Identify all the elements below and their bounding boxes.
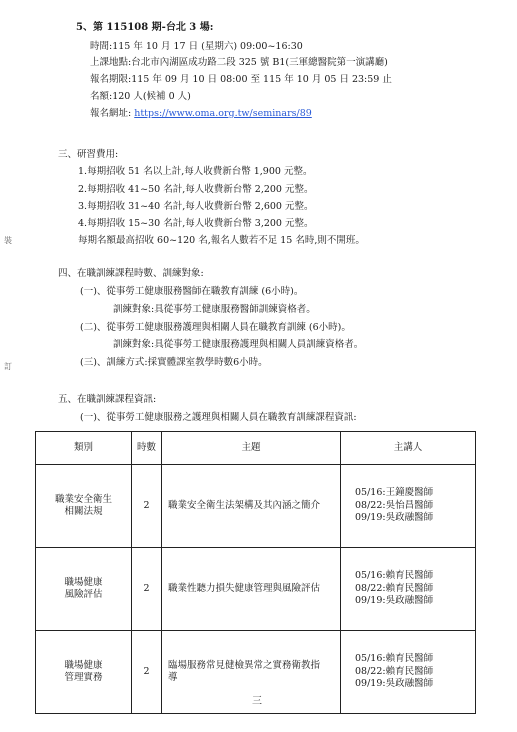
course-table [35,431,476,714]
section4-item-3: (三)、訓練方式:採實體課室教學時數6小時。 [80,357,268,368]
category-cell [36,548,132,631]
fee-item-1: 1.每期招收 51 名以上計,每人收費新台幣 1,900 元整。 [78,166,313,177]
section5-heading: 五、在職訓練課程資訊: [58,394,157,405]
hours-cell: 2 [132,548,162,631]
instructor-line: 05/16:賴育民醫師 [355,569,434,581]
hours-cell: 2 [132,631,162,714]
session-registration: 報名期限:115 年 09 月 10 日 08:00 至 115 年 10 月 05 日 23:59 止 [90,74,392,85]
page-number: 三 [252,696,262,707]
topic-cell [162,631,341,714]
table-header-row [36,432,476,465]
instructor-line: 09/19:吳政融醫師 [355,595,434,607]
category-line: 相關法規 [64,506,103,517]
header-topic: 主題 [162,432,341,465]
section4-item-1: (一)、從事勞工健康服務醫師在職教育訓練 (6小時)。 [80,286,304,297]
header-instructor: 主講人 [341,432,476,465]
header-hours: 時數 [132,432,162,465]
fee-item-2: 2.每期招收 41~50 名計,每人收費新台幣 2,200 元整。 [78,184,314,195]
instructor-cell [341,465,476,548]
session-quota: 名額:120 人(候補 0 人) [90,91,191,102]
registration-link[interactable]: https://www.oma.org.tw/seminars/89 [134,108,312,119]
instructor-line: 09/19:吳政融醫師 [355,512,434,524]
category-cell [36,465,132,548]
session-heading: 5、第 115108 期-台北 3 場: [76,22,214,33]
instructor-line: 08/22:吳怡昌醫師 [355,499,434,511]
section5-subheading: (一)、從事勞工健康服務之護理與相關人員在職教育訓練課程資訊: [80,412,357,423]
hours-cell: 2 [132,465,162,548]
header-category: 類別 [36,432,132,465]
category-cell [36,631,132,714]
session-time: 時間:115 年 10 月 17 日 (星期六) 09:00~16:30 [90,41,303,52]
fees-heading: 三、研習費用: [58,149,119,160]
instructor-line: 05/16:王鐘慶醫師 [355,486,434,498]
topic-cell: 職業安全衛生法架構及其內涵之簡介 [162,465,341,548]
instructor-cell [341,548,476,631]
category-line: 風險評估 [64,589,103,600]
topic-line: 導 [168,672,178,683]
instructor-line: 05/16:賴育民醫師 [355,652,434,664]
section4-item-2-target: 訓練對象:具從事勞工健康服務護理與相關人員訓練資格者。 [113,339,364,350]
instructor-cell [341,631,476,714]
category-line: 職場健康 [64,660,103,672]
table-row [36,548,476,631]
category-line: 管理實務 [64,672,103,683]
topic-line: 臨場服務常見健檢異常之實務衛教指 [168,660,321,672]
instructor-line: 08/22:賴育民醫師 [355,582,434,594]
fee-item-4: 4.每期招收 15~30 名計,每人收費新台幣 3,200 元整。 [78,218,314,229]
section4-item-2: (二)、從事勞工健康服務護理與相關人員在職教育訓練 (6小時)。 [80,322,351,333]
category-line: 職場健康 [64,577,103,589]
table-row [36,465,476,548]
fee-item-3: 3.每期招收 31~40 名計,每人收費新台幣 2,600 元整。 [78,201,314,212]
instructor-line: 08/22:賴育民醫師 [355,665,434,677]
session-url-row [90,108,312,120]
category-line: 職業安全衛生 [54,494,112,506]
section4-item-1-target: 訓練對象:具從事勞工健康服務醫師訓練資格者。 [113,304,316,315]
session-url-label: 報名網址: [90,108,132,119]
topic-cell: 職業性聽力損失健康管理與風險評估 [162,548,341,631]
instructor-line: 09/19:吳政融醫師 [355,678,434,690]
binding-mark-1: 裝 [4,236,12,245]
session-location: 上課地點:台北市內湖區成功路二段 325 號 B1(三軍總醫院第一演講廳) [90,57,388,68]
fee-note: 每期名額最高招收 60~120 名,報名人數若不足 15 名時,則不開班。 [78,235,365,246]
binding-mark-2: 訂 [4,362,12,371]
section4-heading: 四、在職訓練課程時數、訓練對象: [58,268,204,279]
